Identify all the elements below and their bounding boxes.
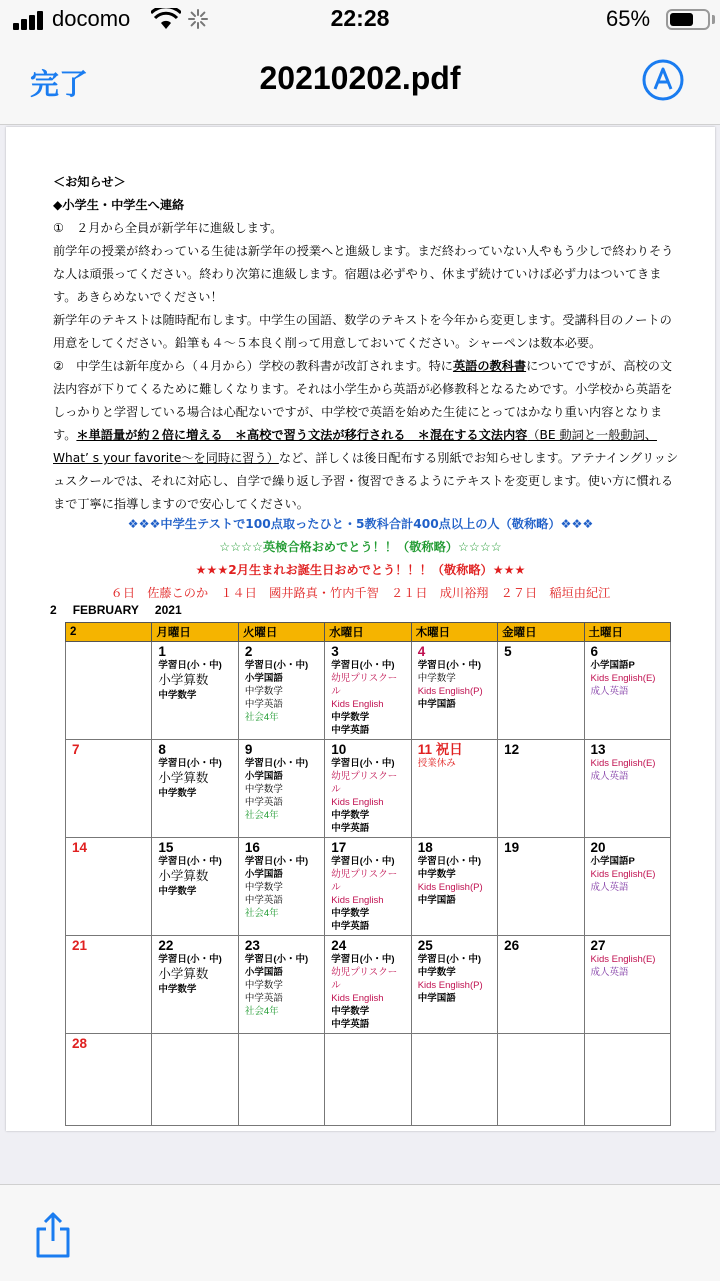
calendar-entry: 成人英語	[590, 771, 629, 782]
calendar-week-row	[66, 838, 671, 936]
calendar-body	[66, 642, 671, 1126]
calendar-day-cell	[238, 642, 324, 740]
calendar-day-number: 12	[504, 742, 520, 757]
calendar-day-number: 20	[590, 840, 606, 855]
calendar-entry: 中学数学	[417, 869, 456, 880]
calendar-header-cell: 月曜日	[152, 623, 238, 642]
calendar-day-cell	[152, 740, 238, 838]
calendar-day-cell	[66, 1034, 152, 1126]
done-button[interactable]: 完了	[30, 67, 89, 101]
calendar-day-number: 24	[331, 938, 347, 953]
calendar-day-cell	[498, 838, 584, 936]
calendar-day-cell	[411, 838, 497, 936]
calendar-entry: 学習日(小・中)	[417, 954, 482, 965]
calendar-entry: 中学国語	[417, 993, 456, 1004]
calendar-entry: 中学英語	[331, 921, 370, 932]
calendar-day-cell	[66, 936, 152, 1034]
calendar-entry: 学習日(小・中)	[244, 856, 309, 867]
calendar-day-number: 28	[72, 1036, 88, 1051]
calendar-entry: 中学英語	[244, 699, 283, 710]
paragraph-1-line: ① ２月から全員が新学年に進級します。	[53, 221, 283, 235]
calendar-day-number: 25	[417, 938, 433, 953]
share-icon[interactable]	[33, 1211, 73, 1259]
calendar-entry: 小学国語	[244, 967, 283, 978]
calendar-entry: 小学国語	[244, 869, 283, 880]
calendar-entry: 中学数学	[244, 686, 283, 697]
announcements	[6, 513, 715, 605]
calendar-week-row	[66, 1034, 671, 1126]
p3-f: など、詳しくは後日配布する別紙でお知らせします。アテナイングリッシュスクールでは、それに対応し、自学で繰り返し予習・復習できるようにテキストを変更します。使い方に慣れるまで丁寧に指導しますので安心してください。	[53, 451, 679, 511]
calendar-entry: 小学算数	[158, 967, 209, 981]
birthday-line: ★★★2月生まれお誕生日おめでとう！！！（敬称略）★★★	[195, 563, 526, 577]
calendar-day-number: 17	[331, 840, 347, 855]
calendar-day-number: 19	[504, 840, 520, 855]
calendar-entry: 中学数学	[417, 673, 456, 684]
calendar-day-cell	[152, 642, 238, 740]
calendar-day-cell	[238, 838, 324, 936]
calendar-entry: Kids English	[331, 895, 384, 906]
calendar-entry: 中学数学	[158, 690, 197, 701]
calendar-day-number: 7	[72, 742, 80, 757]
calendar-entry: 中学国語	[417, 699, 456, 710]
calendar-header-cell: 火曜日	[238, 623, 324, 642]
calendar-entry: 小学算数	[158, 673, 209, 687]
calendar-day-cell	[152, 838, 238, 936]
birthday-names: ６日 佐藤このか １４日 國井路真・竹内千智 ２１日 成川裕翔 ２７日 稲垣由紀江	[110, 586, 611, 600]
calendar-day-number: 21	[72, 938, 88, 953]
calendar-day-cell	[411, 642, 497, 740]
calendar-day-cell	[325, 1034, 411, 1126]
calendar-month-name: FEBRUARY	[72, 603, 139, 617]
calendar-entry: 学習日(小・中)	[417, 856, 482, 867]
calendar-header-cell: 木曜日	[411, 623, 497, 642]
clock: 22:28	[330, 5, 390, 31]
calendar-day-cell	[584, 1034, 670, 1126]
p3-d: ＊単語量が約２倍に増える ＊高校で習う文法が移行される ＊混在する文法内容	[76, 428, 528, 442]
calendar-day-number: 3	[331, 644, 339, 659]
p3-a: ② 中学生は新年度から（４月から）学校の教科書が改訂されます。特に	[53, 359, 453, 373]
calendar-entry: 小学算数	[158, 869, 209, 883]
calendar-day-number: 2	[244, 644, 253, 659]
bottom-toolbar	[0, 1184, 720, 1281]
calendar-day-number: 1	[158, 644, 166, 659]
calendar-day-cell	[325, 642, 411, 740]
calendar-header-cell: 水曜日	[325, 623, 411, 642]
calendar-day-cell	[152, 936, 238, 1034]
calendar-day-cell	[152, 1034, 238, 1126]
calendar-day-cell	[584, 936, 670, 1034]
calendar-entry: Kids English(E)	[590, 954, 656, 965]
calendar-entry: 幼児プリスクール	[331, 771, 398, 795]
calendar-entry: 学習日(小・中)	[331, 856, 395, 867]
calendar-day-cell	[411, 740, 497, 838]
calendar-day-number: 22	[158, 938, 174, 953]
calendar-entry: 中学数学	[158, 886, 197, 897]
calendar-header-cell: 金曜日	[498, 623, 584, 642]
calendar-entry: Kids English(P)	[417, 980, 483, 991]
calendar-entry: Kids English(E)	[590, 869, 656, 880]
calendar-year: 2021	[154, 603, 182, 617]
calendar-entry: Kids English	[331, 699, 384, 710]
calendar-entry: 成人英語	[590, 882, 629, 893]
calendar-entry: 小学国語P	[590, 660, 635, 671]
calendar-day-cell	[584, 740, 670, 838]
calendar-entry: 中学数学	[331, 1006, 370, 1017]
calendar-entry: 中学数学	[244, 980, 283, 991]
calendar-day-cell	[411, 1034, 497, 1126]
document-title: 20210202.pdf	[259, 60, 461, 96]
calendar-entry: 幼児プリスクール	[331, 869, 398, 893]
calendar-entry: 小学国語P	[590, 856, 635, 867]
calendar-entry: 小学算数	[158, 771, 209, 785]
calendar-day-cell	[238, 936, 324, 1034]
calendar-day-cell	[325, 936, 411, 1034]
calendar-entry: 小学国語	[244, 771, 283, 782]
eiken-line: ☆☆☆☆英検合格おめでとう！！（敬称略）☆☆☆☆	[219, 540, 502, 554]
p3-b: 英語の教科書	[452, 359, 527, 373]
battery-icon	[666, 9, 710, 30]
calendar-day-cell	[411, 936, 497, 1034]
calendar-day-number: 5	[504, 644, 512, 659]
calendar-day-cell	[66, 642, 152, 740]
calendar-entry: 中学英語	[331, 1019, 370, 1030]
notice-text	[53, 171, 679, 516]
calendar-entry: Kids English(P)	[417, 882, 483, 893]
calendar-table	[65, 622, 671, 1126]
calendar-day-cell	[498, 936, 584, 1034]
calendar-entry: Kids English(P)	[417, 686, 483, 697]
calendar-entry: 中学英語	[244, 797, 283, 808]
calendar-header	[50, 603, 198, 617]
navigation-bar	[0, 40, 720, 125]
calendar-entry: 中学数学	[331, 712, 370, 723]
calendar-entry: 中学英語	[331, 725, 370, 736]
calendar-day-number: 26	[504, 938, 520, 953]
calendar-week-row	[66, 936, 671, 1034]
status-bar	[0, 0, 720, 40]
calendar-entry: 中学国語	[417, 895, 456, 906]
calendar-day-number: 11 祝日	[417, 742, 463, 757]
calendar-entry: Kids English(E)	[590, 758, 656, 769]
calendar-header-row	[66, 623, 671, 642]
calendar-entry: 中学英語	[331, 823, 370, 834]
calendar-day-cell	[584, 838, 670, 936]
calendar-week-row	[66, 740, 671, 838]
paragraph-2-body: 新学年のテキストは随時配布します。中学生の国語、数学のテキストを今年から変更します。受講科目のノートの用意をしてください。鉛筆も４～５本良く削って用意しておいてください。シャーペンは数本必要。	[53, 313, 672, 350]
calendar-entry: 学習日(小・中)	[331, 954, 395, 965]
calendar-entry: 中学数学	[158, 788, 197, 799]
calendar-entry: 社会4年	[244, 712, 279, 723]
carrier-label: docomo	[52, 6, 131, 31]
calendar-day-cell	[584, 642, 670, 740]
calendar-day-number: 16	[244, 840, 260, 855]
calendar-header-cell: 2	[66, 623, 152, 642]
calendar-entry: 中学数学	[331, 908, 370, 919]
calendar-entry: 授業休み	[417, 758, 456, 769]
calendar-day-number: 13	[590, 742, 606, 757]
markup-pen-icon[interactable]	[641, 58, 685, 102]
calendar-entry: 社会4年	[244, 1006, 279, 1017]
calendar-entry: 学習日(小・中)	[158, 856, 222, 867]
calendar-day-number: 8	[158, 742, 166, 757]
calendar-entry: 学習日(小・中)	[331, 758, 395, 769]
calendar-day-cell	[66, 740, 152, 838]
calendar-day-cell	[66, 838, 152, 936]
calendar-day-number: 14	[72, 840, 88, 855]
notice-heading: ＜お知らせ＞	[53, 175, 126, 189]
calendar-entry: Kids English	[331, 993, 384, 1004]
calendar-day-number: 10	[331, 742, 347, 757]
calendar-entry: 学習日(小・中)	[244, 758, 309, 769]
calendar-day-number: 18	[417, 840, 433, 855]
calendar-entry: 中学英語	[244, 993, 283, 1004]
calendar-entry: 小学国語	[244, 673, 283, 684]
calendar-entry: 学習日(小・中)	[158, 954, 222, 965]
calendar-header-cell: 土曜日	[584, 623, 670, 642]
test-score-line: ❖❖❖中学生テストで100点取ったひと・5教科合計400点以上の人（敬称略）❖❖❖	[127, 517, 594, 531]
calendar-entry: 中学英語	[244, 895, 283, 906]
calendar-day-number: 9	[244, 742, 253, 757]
calendar-entry: 幼児プリスクール	[331, 673, 398, 697]
paragraph-3	[53, 355, 679, 516]
calendar-entry: 中学数学	[331, 810, 370, 821]
calendar-entry: Kids English(E)	[590, 673, 656, 684]
calendar-entry: 学習日(小・中)	[244, 954, 309, 965]
calendar-day-number: 15	[158, 840, 174, 855]
calendar-day-cell	[325, 740, 411, 838]
calendar-day-number: 27	[590, 938, 606, 953]
calendar-week-row	[66, 642, 671, 740]
p3-e: （BE 動詞と一般動詞、What’ s your favorite～を同時に習う）	[53, 428, 657, 465]
calendar-entry: 成人英語	[590, 686, 629, 697]
calendar-entry: 中学数学	[158, 984, 197, 995]
calendar-day-cell	[325, 838, 411, 936]
calendar-entry: 学習日(小・中)	[331, 660, 395, 671]
calendar-day-cell	[238, 740, 324, 838]
calendar-day-cell	[498, 642, 584, 740]
calendar-day-cell	[498, 1034, 584, 1126]
notice-subheading: ◆小学生・中学生へ連絡	[53, 198, 185, 212]
calendar-entry: 学習日(小・中)	[158, 758, 222, 769]
calendar-day-number: 6	[590, 644, 599, 659]
calendar-entry: 社会4年	[244, 908, 279, 919]
calendar-day-number: 4	[417, 644, 426, 659]
paragraph-1-body: 前学年の授業が終わっている生徒は新学年の授業へと進級します。まだ終わっていない人やもう少しで終わりそうな人は頑張ってください。終わり次第に進級します。宿題は必ずやり、休まず続けていけば必ず力はついてきます。あきらめないでください！	[53, 244, 674, 304]
calendar-entry: 成人英語	[590, 967, 629, 978]
calendar-day-cell	[498, 740, 584, 838]
battery-cap	[712, 15, 715, 24]
calendar-entry: Kids English	[331, 797, 384, 808]
p3-c: についてですが、高校の文法内容が下りてくるために難しくなります。それは小学生から英語が必修教科となるためです。小学校から英語をしっかりと学習している場合は心配ないですが、中学校で英語を始めた生徒にとってはかなり重い内容となります。	[53, 359, 673, 442]
calendar-month-num: 2	[50, 603, 57, 617]
calendar-entry: 幼児プリスクール	[331, 967, 398, 991]
calendar-entry: 学習日(小・中)	[417, 660, 482, 671]
calendar-day-number: 23	[244, 938, 260, 953]
battery-percent: 65%	[606, 6, 651, 31]
pdf-page	[6, 127, 715, 1131]
calendar-entry: 中学数学	[244, 784, 283, 795]
calendar-entry: 中学数学	[244, 882, 283, 893]
calendar-day-cell	[238, 1034, 324, 1126]
calendar-entry: 学習日(小・中)	[158, 660, 222, 671]
calendar-entry: 社会4年	[244, 810, 279, 821]
calendar-entry: 学習日(小・中)	[244, 660, 309, 671]
calendar-entry: 中学数学	[417, 967, 456, 978]
